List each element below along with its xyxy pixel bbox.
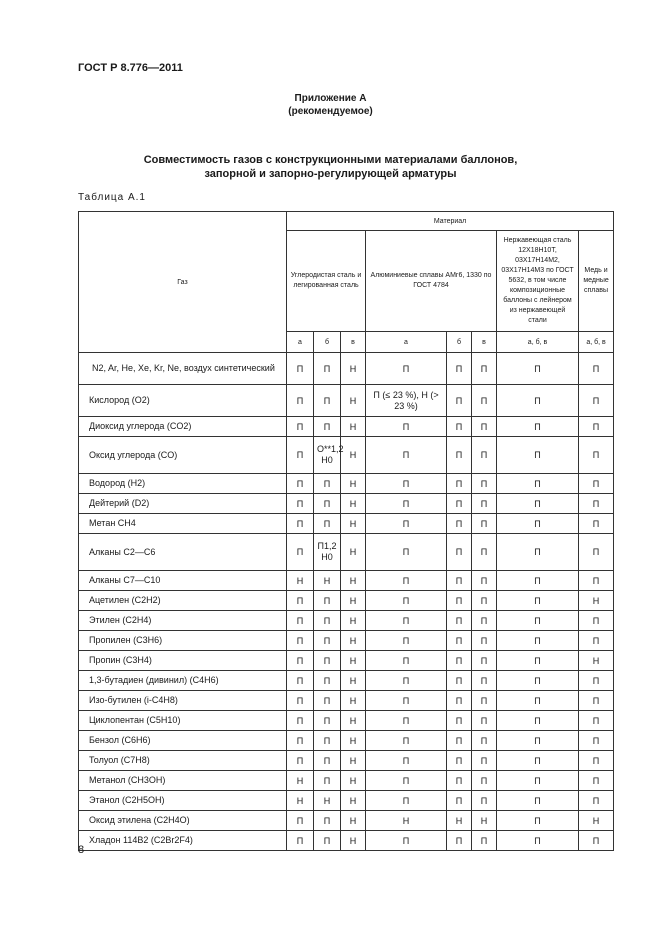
table-row xyxy=(79,711,614,731)
compatibility-cell: П xyxy=(579,611,614,631)
compatibility-cell: П xyxy=(497,385,579,417)
compatibility-cell: П xyxy=(314,591,341,611)
compatibility-cell: П xyxy=(314,385,341,417)
compatibility-cell: П xyxy=(366,831,447,851)
compatibility-cell: П xyxy=(366,671,447,691)
compatibility-cell: П xyxy=(287,751,314,771)
compatibility-cell: П xyxy=(472,671,497,691)
compatibility-cell: П xyxy=(472,751,497,771)
compatibility-cell: П xyxy=(366,437,447,474)
compatibility-cell: П xyxy=(287,611,314,631)
compatibility-cell: П xyxy=(366,691,447,711)
compatibility-cell: П xyxy=(472,591,497,611)
document-title xyxy=(0,153,661,181)
compatibility-cell: П xyxy=(579,474,614,494)
compatibility-cell: П (≤ 23 %), Н (> 23 %) xyxy=(366,385,447,417)
compatibility-cell: П xyxy=(472,711,497,731)
compatibility-cell: O**1,2 H0 xyxy=(314,437,341,474)
compatibility-cell: П xyxy=(447,534,472,571)
compatibility-cell: П xyxy=(579,534,614,571)
compatibility-cell: П xyxy=(447,385,472,417)
compatibility-cell: П xyxy=(314,711,341,731)
gas-name: Хладон 114В2 (C2Br2F4) xyxy=(79,831,287,851)
compatibility-cell: Н xyxy=(341,514,366,534)
subcol-header: а xyxy=(366,332,447,353)
appendix-subtitle: (рекомендуемое) xyxy=(288,106,373,117)
compatibility-cell: Н xyxy=(341,751,366,771)
compatibility-cell: П xyxy=(366,631,447,651)
material-stainless-steel: Нержавеющая сталь 12Х18Н10Т, 03Х17Н14М2, 03Х17Н14М3 по ГОСТ 5632, в том числе композиционные баллоны с лейнером из нержавеющей стали xyxy=(497,231,579,332)
gas-name: Диоксид углерода (CO2) xyxy=(79,417,287,437)
compatibility-cell: Н xyxy=(341,437,366,474)
gas-name: Ацетилен (C2H2) xyxy=(79,591,287,611)
compatibility-cell: П xyxy=(287,811,314,831)
table-row xyxy=(79,731,614,751)
compatibility-cell: П xyxy=(447,731,472,751)
subcol-header: б xyxy=(314,332,341,353)
subcol-header: б xyxy=(447,332,472,353)
compatibility-cell: П xyxy=(497,751,579,771)
compatibility-cell: П xyxy=(366,611,447,631)
compatibility-cell: П xyxy=(314,731,341,751)
compatibility-cell: П xyxy=(497,571,579,591)
compatibility-cell: П xyxy=(497,353,579,385)
compatibility-cell: П xyxy=(314,771,341,791)
compatibility-cell: Н xyxy=(579,591,614,611)
table-row xyxy=(79,811,614,831)
compatibility-cell: П xyxy=(579,571,614,591)
subcol-header: а, б, в xyxy=(497,332,579,353)
compatibility-cell: П xyxy=(287,474,314,494)
compatibility-cell: П xyxy=(472,691,497,711)
compatibility-cell: П xyxy=(447,591,472,611)
compatibility-cell: П xyxy=(447,771,472,791)
compatibility-cell: П xyxy=(447,751,472,771)
table-row xyxy=(79,611,614,631)
compatibility-cell: П xyxy=(314,751,341,771)
gas-name: Этанол (C2H5OH) xyxy=(79,791,287,811)
compatibility-cell: П xyxy=(287,534,314,571)
compatibility-cell: П xyxy=(314,691,341,711)
compatibility-cell: П xyxy=(579,731,614,751)
subcol-header: в xyxy=(472,332,497,353)
compatibility-table xyxy=(78,211,614,851)
compatibility-cell: П xyxy=(472,611,497,631)
compatibility-cell: Н xyxy=(579,811,614,831)
compatibility-cell: Н xyxy=(341,811,366,831)
compatibility-cell: П xyxy=(497,771,579,791)
compatibility-cell: П xyxy=(579,417,614,437)
compatibility-cell: П xyxy=(472,437,497,474)
compatibility-cell: П xyxy=(579,353,614,385)
compatibility-cell: П xyxy=(447,791,472,811)
material-header: Материал xyxy=(287,212,614,231)
appendix-title: Приложение А xyxy=(294,93,367,104)
compatibility-cell: П xyxy=(447,631,472,651)
gas-name: Алканы C7—C10 xyxy=(79,571,287,591)
compatibility-cell: Н xyxy=(341,631,366,651)
compatibility-cell: П xyxy=(447,494,472,514)
compatibility-cell: П xyxy=(366,353,447,385)
compatibility-cell: П xyxy=(472,353,497,385)
compatibility-cell: П xyxy=(579,791,614,811)
compatibility-cell: П xyxy=(497,811,579,831)
compatibility-cell: Н xyxy=(366,811,447,831)
compatibility-cell: П xyxy=(579,494,614,514)
compatibility-cell: Н xyxy=(341,385,366,417)
compatibility-cell: П xyxy=(497,651,579,671)
table-row xyxy=(79,751,614,771)
compatibility-cell: П1,2 H0 xyxy=(314,534,341,571)
compatibility-cell: Н xyxy=(341,571,366,591)
compatibility-cell: П xyxy=(314,514,341,534)
table-row xyxy=(79,534,614,571)
gas-name: Метанол (CH3OH) xyxy=(79,771,287,791)
gas-name: Дейтерий (D2) xyxy=(79,494,287,514)
table-row xyxy=(79,437,614,474)
compatibility-cell: П xyxy=(314,474,341,494)
compatibility-cell: П xyxy=(497,711,579,731)
table-row xyxy=(79,514,614,534)
standard-header: ГОСТ Р 8.776—2011 xyxy=(78,62,183,74)
compatibility-cell: П xyxy=(472,417,497,437)
compatibility-cell: П xyxy=(366,534,447,571)
compatibility-cell: П xyxy=(497,631,579,651)
gas-name: Пропилен (C3H6) xyxy=(79,631,287,651)
gas-name: Оксид этилена (C2H4O) xyxy=(79,811,287,831)
gas-name: Изо-бутилен (i-C4H8) xyxy=(79,691,287,711)
compatibility-cell: П xyxy=(579,671,614,691)
material-carbon-steel: Углеродистая сталь и легированная сталь xyxy=(287,231,366,332)
compatibility-cell: П xyxy=(472,831,497,851)
compatibility-cell: Н xyxy=(341,671,366,691)
compatibility-cell: П xyxy=(287,631,314,651)
compatibility-cell: Н xyxy=(341,731,366,751)
compatibility-cell: П xyxy=(366,474,447,494)
compatibility-cell: П xyxy=(472,494,497,514)
compatibility-cell: П xyxy=(447,417,472,437)
gas-name: Толуол (C7H8) xyxy=(79,751,287,771)
compatibility-cell: П xyxy=(314,631,341,651)
compatibility-cell: П xyxy=(497,514,579,534)
table-row xyxy=(79,385,614,417)
compatibility-cell: П xyxy=(314,651,341,671)
material-aluminium: Алюминиевые сплавы АМг6, 1330 по ГОСТ 4784 xyxy=(366,231,497,332)
compatibility-cell: Н xyxy=(341,771,366,791)
compatibility-cell: П xyxy=(314,494,341,514)
compatibility-cell: П xyxy=(497,691,579,711)
compatibility-cell: П xyxy=(366,771,447,791)
compatibility-cell: П xyxy=(497,591,579,611)
compatibility-cell: П xyxy=(447,571,472,591)
compatibility-cell: П xyxy=(497,534,579,571)
gas-name: Оксид углерода (CO) xyxy=(79,437,287,474)
table-row xyxy=(79,831,614,851)
compatibility-cell: П xyxy=(287,437,314,474)
table-row xyxy=(79,571,614,591)
document-title-line1: Совместимость газов с конструкционными материалами баллонов, xyxy=(143,154,518,166)
compatibility-cell: Н xyxy=(472,811,497,831)
compatibility-cell: П xyxy=(366,514,447,534)
table-row xyxy=(79,651,614,671)
compatibility-cell: П xyxy=(579,631,614,651)
table-row xyxy=(79,631,614,651)
compatibility-cell: Н xyxy=(341,534,366,571)
compatibility-cell: П xyxy=(447,353,472,385)
compatibility-cell: Н xyxy=(314,571,341,591)
compatibility-cell: П xyxy=(447,651,472,671)
appendix-heading xyxy=(0,92,661,118)
table-row xyxy=(79,474,614,494)
gas-name: Этилен (C2H4) xyxy=(79,611,287,631)
subcol-header: в xyxy=(341,332,366,353)
compatibility-cell: П xyxy=(579,437,614,474)
compatibility-cell: П xyxy=(472,571,497,591)
compatibility-cell: П xyxy=(497,831,579,851)
compatibility-cell: П xyxy=(314,417,341,437)
compatibility-cell: П xyxy=(447,671,472,691)
compatibility-cell: П xyxy=(366,751,447,771)
compatibility-cell: Н xyxy=(447,811,472,831)
compatibility-cell: Н xyxy=(287,571,314,591)
material-copper: Медь и медные сплавы xyxy=(579,231,614,332)
compatibility-cell: П xyxy=(287,417,314,437)
gas-name: Пропин (C3H4) xyxy=(79,651,287,671)
table-row xyxy=(79,494,614,514)
subcol-header: а, б, в xyxy=(579,332,614,353)
compatibility-cell: П xyxy=(287,591,314,611)
compatibility-cell: П xyxy=(579,831,614,851)
compatibility-cell: Н xyxy=(341,417,366,437)
table-row xyxy=(79,417,614,437)
compatibility-cell: Н xyxy=(579,651,614,671)
compatibility-cell: П xyxy=(366,494,447,514)
compatibility-cell: П xyxy=(314,831,341,851)
gas-name: Метан CH4 xyxy=(79,514,287,534)
gas-name: Кислород (O2) xyxy=(79,385,287,417)
compatibility-cell: П xyxy=(579,711,614,731)
gas-name: Водород (H2) xyxy=(79,474,287,494)
compatibility-cell: П xyxy=(472,534,497,571)
compatibility-cell: П xyxy=(287,691,314,711)
compatibility-cell: П xyxy=(287,385,314,417)
compatibility-cell: П xyxy=(366,711,447,731)
compatibility-cell: Н xyxy=(287,771,314,791)
compatibility-cell: Н xyxy=(341,611,366,631)
compatibility-cell: П xyxy=(287,711,314,731)
compatibility-cell: П xyxy=(497,671,579,691)
compatibility-cell: П xyxy=(447,711,472,731)
compatibility-cell: П xyxy=(472,385,497,417)
compatibility-cell: П xyxy=(366,417,447,437)
compatibility-cell: П xyxy=(287,353,314,385)
compatibility-cell: П xyxy=(314,811,341,831)
document-title-line2: запорной и запорно-регулирующей арматуры xyxy=(204,168,457,180)
compatibility-cell: П xyxy=(366,571,447,591)
compatibility-cell: Н xyxy=(341,591,366,611)
compatibility-cell: П xyxy=(287,731,314,751)
gas-column-header: Газ xyxy=(79,212,287,353)
compatibility-cell: Н xyxy=(341,791,366,811)
compatibility-cell: П xyxy=(472,791,497,811)
table-row xyxy=(79,791,614,811)
compatibility-cell: П xyxy=(579,751,614,771)
compatibility-cell: П xyxy=(497,494,579,514)
compatibility-cell: П xyxy=(287,651,314,671)
gas-name: N2, Ar, He, Xe, Kr, Ne, воздух синтетический xyxy=(79,353,287,385)
compatibility-cell: П xyxy=(366,731,447,751)
page-number: 8 xyxy=(78,844,85,856)
subcol-header: а xyxy=(287,332,314,353)
compatibility-cell: П xyxy=(447,437,472,474)
compatibility-cell: П xyxy=(314,671,341,691)
compatibility-cell: Н xyxy=(341,494,366,514)
gas-name: Алканы C2—C6 xyxy=(79,534,287,571)
compatibility-cell: П xyxy=(497,611,579,631)
compatibility-cell: П xyxy=(472,771,497,791)
table-label: Таблица А.1 xyxy=(78,192,146,203)
compatibility-cell: Н xyxy=(341,691,366,711)
compatibility-cell: П xyxy=(447,611,472,631)
compatibility-cell: П xyxy=(287,514,314,534)
compatibility-cell: П xyxy=(579,514,614,534)
gas-name: 1,3-бутадиен (дивинил) (C4H6) xyxy=(79,671,287,691)
table-row xyxy=(79,591,614,611)
compatibility-cell: П xyxy=(366,591,447,611)
compatibility-cell: Н xyxy=(341,831,366,851)
compatibility-cell: П xyxy=(447,691,472,711)
compatibility-cell: П xyxy=(366,791,447,811)
compatibility-cell: П xyxy=(497,731,579,751)
compatibility-cell: Н xyxy=(341,651,366,671)
table-row xyxy=(79,771,614,791)
compatibility-cell: П xyxy=(472,631,497,651)
compatibility-cell: Н xyxy=(341,353,366,385)
gas-name: Циклопентан (C5H10) xyxy=(79,711,287,731)
compatibility-cell: П xyxy=(287,831,314,851)
compatibility-cell: Н xyxy=(341,711,366,731)
compatibility-cell: П xyxy=(472,474,497,494)
compatibility-cell: П xyxy=(472,731,497,751)
compatibility-cell: Н xyxy=(314,791,341,811)
compatibility-cell: П xyxy=(497,791,579,811)
compatibility-cell: П xyxy=(579,691,614,711)
compatibility-cell: П xyxy=(287,671,314,691)
compatibility-cell: П xyxy=(314,611,341,631)
compatibility-cell: П xyxy=(472,514,497,534)
compatibility-cell: Н xyxy=(341,474,366,494)
compatibility-cell: Н xyxy=(287,791,314,811)
compatibility-cell: П xyxy=(287,494,314,514)
table-row xyxy=(79,671,614,691)
compatibility-cell: П xyxy=(447,514,472,534)
table-row xyxy=(79,691,614,711)
table-row xyxy=(79,353,614,385)
compatibility-cell: П xyxy=(472,651,497,671)
compatibility-cell: П xyxy=(579,771,614,791)
compatibility-cell: П xyxy=(579,385,614,417)
compatibility-cell: П xyxy=(497,417,579,437)
compatibility-cell: П xyxy=(366,651,447,671)
compatibility-cell: П xyxy=(497,474,579,494)
compatibility-cell: П xyxy=(447,831,472,851)
gas-name: Бензол (C6H6) xyxy=(79,731,287,751)
compatibility-cell: П xyxy=(447,474,472,494)
compatibility-cell: П xyxy=(497,437,579,474)
compatibility-cell: П xyxy=(314,353,341,385)
